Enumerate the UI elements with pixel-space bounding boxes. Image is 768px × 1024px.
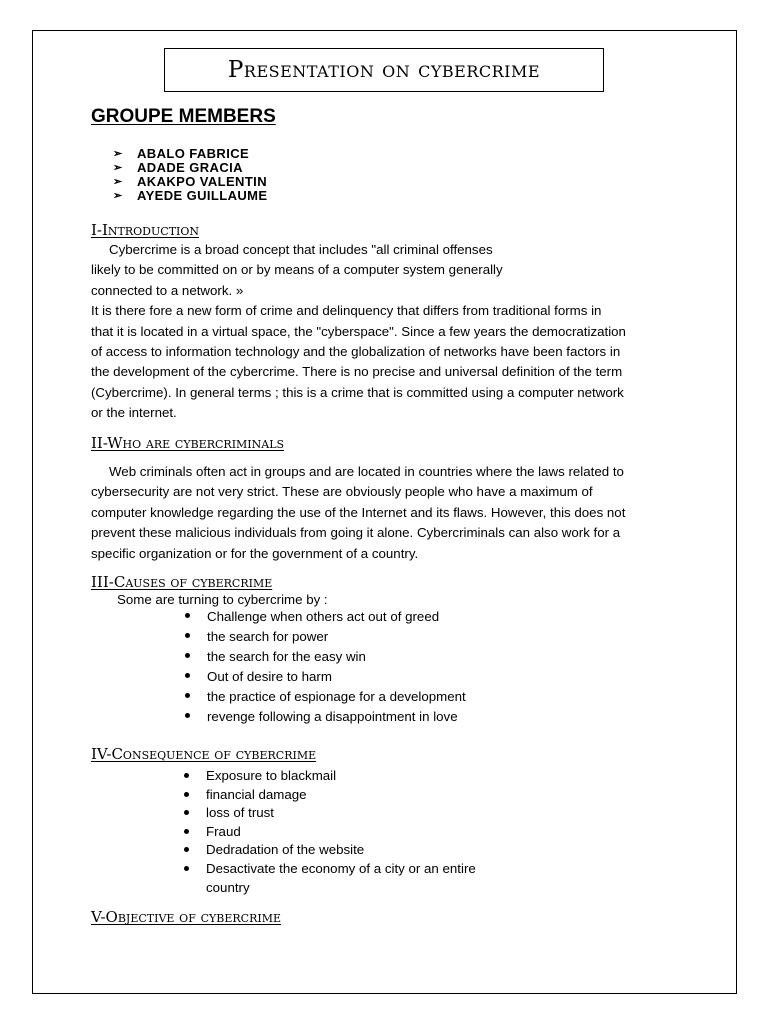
section-heading-who: II-Who are cybercriminals [91, 434, 285, 452]
list-item: loss of trust [206, 804, 476, 823]
bullet-icon [185, 653, 190, 658]
who-paragraph [91, 462, 681, 564]
causes-intro: Some are turning to cybercrime by : [117, 592, 328, 607]
text-line: of access to information technology and the globalization of networks have been factors in [91, 344, 621, 360]
arrow-bullet-icon: ➢ [113, 162, 123, 174]
bullet-icon [184, 866, 189, 871]
list-item: Fraud [206, 823, 476, 842]
arrow-bullet-icon: ➢ [113, 176, 123, 188]
text-line: or the internet. [91, 405, 177, 421]
text-line: prevent these malicious individuals from going it alone. Cybercriminals can also work for a [91, 525, 621, 541]
list-item-continuation: country [206, 879, 250, 895]
members-heading: GROUPE MEMBERS [91, 106, 276, 127]
page-title: Presentation on cybercrime [227, 57, 541, 83]
list-item: the practice of espionage for a development [207, 687, 466, 707]
member-item: ➢ AKAKPO VALENTIN [113, 174, 267, 189]
section-heading-objective: V-Objective of cybercrime [91, 908, 282, 926]
arrow-bullet-icon: ➢ [113, 190, 123, 202]
member-item: ➢ AYEDE GUILLAUME [113, 188, 268, 203]
text-line: It is there fore a new form of crime and delinquency that differs from traditional forms in [91, 303, 602, 319]
list-item: Challenge when others act out of greed [207, 607, 466, 627]
list-item: financial damage [206, 786, 476, 805]
bullet-icon [184, 829, 189, 834]
text-line: cybersecurity are not very strict. These are obviously people who have a maximum of [91, 484, 593, 500]
list-item: the search for the easy win [207, 647, 466, 667]
text-line: that it is located in a virtual space, the "cyberspace". Since a few years the democratization [91, 323, 626, 339]
list-item: Desactivate the economy of a city or an entire [206, 860, 476, 879]
bullet-icon [185, 633, 190, 638]
list-item: Out of desire to harm [207, 667, 466, 687]
list-item: Dedradation of the website [206, 841, 476, 860]
text-line: (Cybercrime). In general terms ; this is a crime that is committed using a computer network [91, 384, 624, 400]
bullet-icon [185, 713, 190, 718]
members-list [113, 147, 267, 203]
member-item: ➢ ABALO FABRICE [113, 146, 250, 161]
text-line: specific organization or for the government of a country. [91, 545, 419, 561]
title-box [164, 48, 604, 92]
introduction-paragraph [91, 240, 681, 424]
section-heading-consequence: IV-Consequence of cybercrime [91, 745, 317, 763]
text-line: likely to be committed on or by means of a computer system generally [91, 262, 503, 278]
list-item: the search for power [207, 627, 466, 647]
arrow-bullet-icon: ➢ [113, 148, 123, 160]
causes-list [207, 607, 466, 727]
bullet-icon [185, 693, 190, 698]
text-line: connected to a network. » [91, 282, 244, 298]
bullet-icon [184, 792, 189, 797]
text-line: Cybercrime is a broad concept that includes "all criminal offenses [109, 242, 493, 257]
section-heading-causes: III-Causes of cybercrime [91, 573, 273, 591]
list-item: revenge following a disappointment in love [207, 707, 466, 727]
bullet-icon [185, 613, 190, 618]
bullet-icon [184, 773, 189, 778]
text-line: the development of the cybercrime. There is no precise and universal definition of the term [91, 364, 623, 380]
bullet-icon [185, 673, 190, 678]
member-item: ➢ ADADE GRACIA [113, 160, 243, 175]
text-line: computer knowledge regarding the use of the Internet and its flaws. However, this does not [91, 504, 626, 520]
text-line: Web criminals often act in groups and are located in countries where the laws related to [109, 464, 624, 479]
consequence-list [206, 767, 476, 897]
section-heading-introduction: I-Introduction [91, 221, 200, 239]
list-item: Exposure to blackmail [206, 767, 476, 786]
